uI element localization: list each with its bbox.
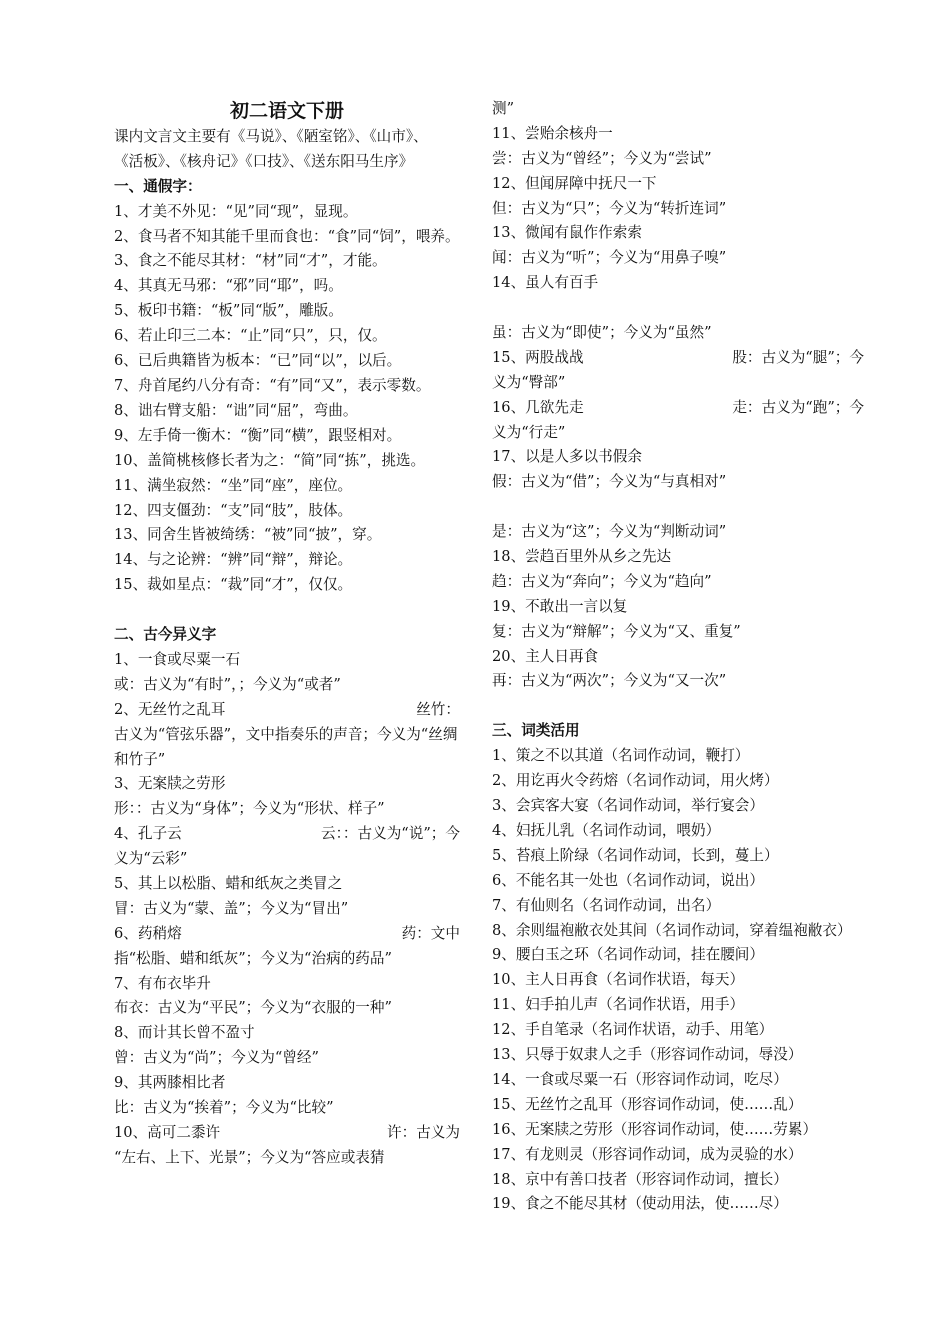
item-gloss: 许：古义为 — [387, 1123, 460, 1141]
section-heading-tongjia: 一、通假字： — [114, 177, 202, 195]
list-item: 9、其两膝相比者 — [114, 1074, 226, 1092]
list-item: 布衣：古义为“平民”；今义为“衣服的一种” — [114, 999, 392, 1017]
list-item — [114, 822, 460, 847]
list-item: 9、腰白玉之环（名词作动词，挂在腰间） — [492, 946, 764, 964]
spacer — [492, 495, 864, 520]
list-item: 3、无案牍之劳形 — [114, 775, 226, 793]
item-text: 4、孔子云 — [114, 825, 182, 843]
list-item: 8、诎右臂支船：“诎”同“屈”，弯曲。 — [114, 401, 358, 419]
item-gloss: 走：古义为“跑”；今 — [732, 398, 864, 416]
list-item: 19、食之不能尽其材（使动用法，使……尽） — [492, 1195, 788, 1213]
spacer — [492, 296, 864, 321]
list-item: 14、虽人有百手 — [492, 274, 599, 292]
list-item — [114, 698, 460, 723]
list-item: 3、会宾客大宴（名词作动词，举行宴会） — [492, 796, 764, 814]
list-item: 9、左手倚一衡木：“衡”同“横”，跟竖相对。 — [114, 426, 402, 444]
list-item: 古义为“管弦乐器”，文中指奏乐的声音；今义为“丝绸和竹子” — [114, 725, 458, 768]
item-gloss: 药：文中 — [401, 924, 460, 942]
left-column — [114, 97, 460, 1171]
list-item: 8、而计其长曾不盈寸 — [114, 1024, 255, 1042]
list-item: 12、但闻屏障中抚尺一下 — [492, 174, 657, 192]
right-column — [492, 97, 864, 1217]
list-item: 12、四支僵劲：“支”同“肢”，肢体。 — [114, 501, 353, 519]
list-item: 闻：古义为“听”；今义为“用鼻子嗅” — [492, 249, 727, 267]
item-text: 2、无丝竹之乱耳 — [114, 700, 226, 718]
list-item: 16、无案牍之劳形（形容词作动词，使……劳累） — [492, 1120, 818, 1138]
section-heading-guji: 二、古今异义字 — [114, 626, 217, 644]
list-item: 义为“行走” — [492, 423, 566, 441]
list-item: 20、主人日再食 — [492, 647, 599, 665]
list-item: 是：古义为“这”；今义为“判断动词” — [492, 523, 727, 541]
list-item: 11、妇手拍儿声（名词作状语，用手） — [492, 996, 745, 1014]
list-item: 假：古义为“借”；今义为“与真相对” — [492, 473, 727, 491]
list-item: 4、妇抚儿乳（名词作动词，喂奶） — [492, 821, 721, 839]
list-item: 8、余则缊袍敝衣处其间（名词作动词，穿着缊袍敝衣） — [492, 921, 852, 939]
list-item: 12、手自笔录（名词作状语，动手、用笔） — [492, 1021, 774, 1039]
list-item: 1、才美不外见：“见”同“现”，显现。 — [114, 202, 358, 220]
list-item: 冒：古义为“蒙、盖”；今义为“冒出” — [114, 899, 349, 917]
list-item: 7、有布衣毕升 — [114, 974, 211, 992]
list-item: 14、与之论辨：“辨”同“辩”，辩论。 — [114, 551, 353, 569]
list-item — [114, 922, 460, 947]
list-item — [492, 396, 864, 421]
list-item: 2、用讫再火令药熔（名词作动词，用火烤） — [492, 772, 779, 790]
list-item: 指“松脂、蜡和纸灰”；今义为“治病的药品” — [114, 949, 392, 967]
spacer — [114, 598, 460, 623]
item-gloss: 云：：古义为“说”；今 — [321, 825, 460, 843]
list-item: 复：古义为“辩解”；今义为“又、重复” — [492, 622, 741, 640]
list-item: 15、裁如星点：“裁”同“才”，仅仅。 — [114, 576, 353, 594]
spacer — [492, 694, 864, 719]
list-item: 5、其上以松脂、蜡和纸灰之类冒之 — [114, 875, 343, 892]
list-item — [492, 346, 864, 371]
list-item: 但：古义为“只”；今义为“转折连词” — [492, 199, 727, 217]
list-item: 形：：古义为“身体”；今义为“形状、样子” — [114, 800, 385, 818]
tongjia-list — [114, 200, 460, 599]
intro-line: 《活板》、《核舟记》《口技》、《送东阳马生序》 — [114, 152, 414, 170]
guji-list-right — [492, 97, 864, 694]
list-item: 趋：古义为“奔向”；今义为“趋向” — [492, 572, 712, 590]
list-item: 10、主人日再食（名词作状语，每天） — [492, 971, 745, 989]
list-item: 义为“云彩” — [114, 850, 188, 868]
list-item: 13、同舍生皆被绮绣：“被”同“披”，穿。 — [114, 526, 382, 544]
list-item: 10、盖简桃核修长者为之：“简”同“拣”，挑选。 — [114, 451, 426, 469]
list-item: 11、满坐寂然：“坐”同“座”，座位。 — [114, 476, 353, 494]
list-item: 6、已后典籍皆为板本：“已”同“以”，以后。 — [114, 352, 402, 370]
list-item — [114, 1121, 460, 1146]
list-item: 19、不敢出一言以复 — [492, 597, 628, 615]
list-item: 5、苔痕上阶绿（名词作动词，长到，蔓上） — [492, 846, 779, 864]
cilei-list — [492, 744, 864, 1217]
page-title: 初二语文下册 — [229, 100, 344, 122]
list-item: 6、若止印三二本：“止”同“只”，只，仅。 — [114, 327, 387, 345]
list-item: 17、以是人多以书假余 — [492, 448, 642, 466]
list-item: 17、有龙则灵（形容词作动词，成为灵验的水） — [492, 1145, 803, 1163]
list-item: 义为“臀部” — [492, 373, 566, 391]
item-gloss: 丝竹： — [416, 700, 460, 718]
item-gloss: 股：古义为“腿”；今 — [732, 348, 864, 366]
list-item: 6、不能名其一处也（名词作动词，说出） — [492, 871, 764, 889]
list-item: “左右、上下、光景”；今义为“答应或表猜 — [114, 1148, 385, 1166]
list-item: 18、尝趋百里外从乡之先达 — [492, 548, 672, 566]
list-item: 5、板印书籍：“板”同“版”，雕版。 — [114, 302, 343, 320]
list-item: 尝：古义为“曾经”；今义为“尝试” — [492, 149, 712, 167]
list-item: 4、其真无马邪：“邪”同“耶”，吗。 — [114, 277, 343, 295]
item-text: 6、药稍熔 — [114, 924, 182, 942]
list-item: 3、食之不能尽其材：“材”同“才”，才能。 — [114, 252, 387, 270]
intro-line: 课内文言文主要有《马说》、《陋室铭》、《山市》、 — [114, 128, 428, 145]
item-text: 15、两股战战 — [492, 348, 584, 366]
item-text: 10、高可二黍许 — [114, 1123, 221, 1141]
list-item: 14、一食或尽粟一石（形容词作动词，吃尽） — [492, 1070, 788, 1088]
guji-list-left — [114, 648, 460, 1171]
list-item: 13、微闻有鼠作作索索 — [492, 224, 642, 242]
list-item: 11、尝贻余核舟一 — [492, 124, 613, 142]
list-item: 7、舟首尾约八分有奇：“有”同“又”，表示零数。 — [114, 377, 431, 395]
item-text: 16、几欲先走 — [492, 398, 584, 416]
list-item: 1、一食或尽粟一石 — [114, 650, 241, 668]
list-item: 再：古义为“两次”；今义为“又一次” — [492, 672, 727, 690]
list-item: 或：古义为“有时”，；今义为“或者” — [114, 675, 341, 693]
list-item: 2、食马者不知其能千里而食也：“食”同“饲”，喂养。 — [114, 227, 460, 245]
list-item: 13、只辱于奴隶人之手（形容词作动词，辱没） — [492, 1046, 803, 1064]
list-item: 曾：古义为“尚”；今义为“曾经” — [114, 1049, 319, 1067]
section-heading-cilei: 三、词类活用 — [492, 722, 580, 740]
list-item: 18、京中有善口技者（形容词作动词，擅长） — [492, 1170, 788, 1188]
list-item: 测” — [492, 100, 515, 117]
list-item: 7、有仙则名（名词作动词，出名） — [492, 896, 721, 914]
list-item: 比：古义为“挨着”；今义为“比较” — [114, 1099, 334, 1117]
list-item: 1、策之不以其道（名词作动词，鞭打） — [492, 747, 750, 765]
list-item: 虽：古义为“即使”；今义为“虽然” — [492, 324, 712, 342]
list-item: 15、无丝竹之乱耳（形容词作动词，使……乱） — [492, 1095, 803, 1113]
